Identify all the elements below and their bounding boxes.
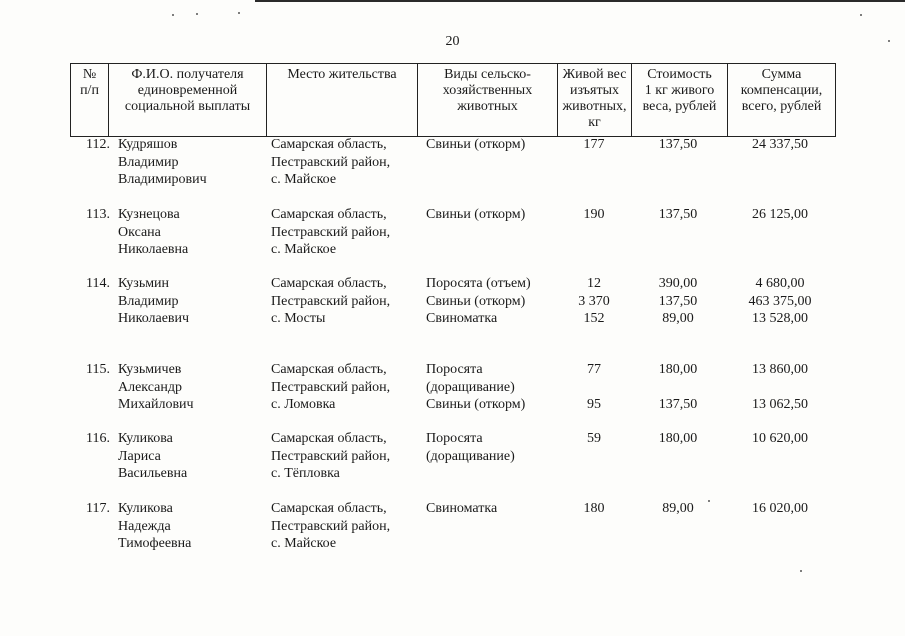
price-value: 137,50 [658, 397, 698, 412]
recipient-name [118, 136, 268, 189]
residence [271, 430, 421, 483]
recipient-name-line: Куликова [118, 501, 173, 516]
animal-kind: Свиньи (откорм) [426, 397, 526, 412]
animal-kind-continued: (доращивание) [426, 448, 515, 464]
recipient-name-line: Кузнецова [118, 207, 180, 222]
residence-line: с. Майское [271, 242, 337, 257]
residence-line: Самарская область, [271, 362, 387, 377]
recipient-name-line: Николаевна [118, 242, 189, 257]
header-cell-weight [557, 64, 631, 136]
scan-speck [238, 12, 240, 14]
weight-value: 3 370 [578, 293, 610, 309]
row-number-text: 115. [86, 362, 110, 377]
residence-line: Самарская область, [271, 207, 387, 222]
price-per-kg [630, 136, 726, 154]
recipient-name-line: Кузьмин [118, 276, 170, 291]
animal-kind-continued: (доращивание) [426, 379, 515, 395]
compensation-sum [726, 206, 834, 224]
live-weight [558, 275, 630, 328]
row-number [70, 206, 110, 224]
header-sum-line-3: всего, рублей [741, 99, 822, 114]
page-number: 20 [445, 34, 460, 49]
animal-kinds [426, 500, 556, 518]
row-number-text: 113. [86, 207, 110, 222]
recipient-name-line: Куликова [118, 431, 173, 446]
scan-border-line [255, 0, 905, 2]
weight-value: 180 [583, 501, 605, 516]
table-header [70, 63, 836, 137]
recipient-name-line: Надежда [118, 518, 171, 534]
header-sum-line-2: компенсации, [740, 83, 823, 98]
weight-value: 77 [587, 362, 601, 377]
recipient-name-line: Владимир [118, 154, 179, 170]
weight-value: 152 [583, 311, 605, 326]
line-gap [726, 379, 834, 397]
animal-kinds [426, 361, 556, 414]
header-price-line-1: Стоимость [647, 67, 712, 82]
residence [271, 206, 421, 259]
recipient-name-line: Оксана [118, 224, 161, 240]
recipient-name [118, 361, 268, 414]
price-per-kg [630, 500, 726, 518]
compensation-sum [726, 361, 834, 414]
price-per-kg [630, 275, 726, 328]
recipient-name-line: Кузьмичев [118, 362, 182, 377]
residence-line: Пестравский район, [271, 448, 391, 464]
header-name-line-3: социальной выплаты [124, 99, 251, 114]
sum-value: 13 062,50 [752, 397, 808, 412]
animal-kind: Свиноматка [426, 501, 498, 516]
header-cell-number [70, 64, 108, 136]
live-weight [558, 500, 630, 518]
residence-line: Пестравский район, [271, 379, 391, 395]
compensation-sum [726, 500, 834, 518]
header-price-line-2: 1 кг живого [644, 83, 715, 98]
recipient-name-line: Васильевна [118, 466, 188, 481]
residence-line: Пестравский район, [271, 224, 391, 240]
residence-line: с. Майское [271, 536, 337, 551]
residence-line: с. Ломовка [271, 397, 336, 412]
price-value: 180,00 [658, 431, 698, 446]
scan-speck [196, 13, 198, 15]
sum-value: 26 125,00 [752, 207, 808, 222]
header-cell-price [631, 64, 727, 136]
header-sum-line-1: Сумма [761, 67, 802, 82]
animal-kind: Свиноматка [426, 311, 498, 326]
live-weight [558, 206, 630, 224]
recipient-name-line: Лариса [118, 448, 161, 464]
animal-kind: Свиньи (откорм) [426, 207, 526, 222]
sum-value: 24 337,50 [752, 137, 808, 152]
header-animals-line-2: хозяйственных [442, 83, 533, 98]
header-animals-line-3: животных [457, 99, 518, 114]
line-gap [558, 448, 630, 466]
price-value: 390,00 [658, 276, 698, 291]
line-gap [630, 379, 726, 397]
price-per-kg [630, 206, 726, 224]
scan-speck [172, 14, 174, 16]
header-cell-sum [727, 64, 836, 136]
row-number-text: 112. [86, 137, 110, 152]
price-value: 89,00 [662, 311, 694, 326]
sum-value: 4 680,00 [755, 276, 805, 291]
row-number [70, 361, 110, 379]
row-number [70, 500, 110, 518]
recipient-name-line: Тимофеевна [118, 536, 192, 551]
residence-line: Пестравский район, [271, 154, 391, 170]
price-value: 89,00 [662, 501, 694, 516]
live-weight [558, 361, 630, 414]
price-per-kg [630, 361, 726, 414]
residence [271, 136, 421, 189]
residence [271, 275, 421, 328]
residence-line: Пестравский район, [271, 518, 391, 534]
row-number [70, 275, 110, 293]
compensation-sum [726, 430, 834, 465]
animal-kinds [426, 275, 556, 328]
header-cell-name [108, 64, 266, 136]
header-price-line-3: веса, рублей [642, 99, 717, 114]
header-cell-address [266, 64, 417, 136]
animal-kinds [426, 136, 556, 154]
animal-kind: Поросята (отъем) [426, 276, 531, 291]
compensation-sum [726, 136, 834, 154]
residence-line: с. Майское [271, 172, 337, 187]
residence-line: с. Мосты [271, 311, 326, 326]
header-cell-animals [417, 64, 557, 136]
animal-kind: Поросята [426, 431, 483, 446]
scan-speck [800, 570, 802, 572]
header-animals-line-1: Виды сельско- [444, 67, 531, 82]
line-gap [558, 379, 630, 397]
price-value: 180,00 [658, 362, 698, 377]
row-number [70, 430, 110, 448]
header-weight-line-3: животных, [562, 99, 627, 114]
weight-value: 190 [583, 207, 605, 222]
price-value: 137,50 [658, 137, 698, 152]
recipient-name [118, 275, 268, 328]
recipient-name-line: Михайлович [118, 397, 194, 412]
line-gap [630, 448, 726, 466]
compensation-sum [726, 275, 834, 328]
price-per-kg [630, 430, 726, 465]
header-name-line-2: единовременной [137, 83, 238, 98]
residence [271, 500, 421, 553]
row-number-text: 116. [86, 431, 110, 446]
sum-value: 16 020,00 [752, 501, 808, 516]
line-gap [726, 448, 834, 466]
price-value: 137,50 [658, 207, 698, 222]
row-number-text: 117. [86, 501, 110, 516]
animal-kind: Свиньи (откорм) [426, 293, 526, 309]
sum-value: 10 620,00 [752, 431, 808, 446]
weight-value: 177 [583, 137, 605, 152]
recipient-name-line: Николаевич [118, 311, 190, 326]
weight-value: 12 [587, 276, 601, 291]
recipient-name-line: Владимирович [118, 172, 207, 187]
header-weight-line-2: изъятых [570, 83, 619, 98]
live-weight [558, 136, 630, 154]
animal-kind: Свиньи (откорм) [426, 137, 526, 152]
header-number-line-1: № [82, 67, 97, 82]
animal-kind: Поросята [426, 362, 483, 377]
header-address-label: Место жительства [287, 67, 397, 82]
recipient-name-line: Кудряшов [118, 137, 178, 152]
residence-line: Пестравский район, [271, 293, 391, 309]
row-number-text: 114. [86, 276, 110, 291]
sum-value: 13 860,00 [752, 362, 808, 377]
row-number [70, 136, 110, 154]
sum-value: 13 528,00 [752, 311, 808, 326]
header-number-line-2: п/п [80, 83, 99, 98]
recipient-name-line: Александр [118, 379, 182, 395]
residence-line: с. Тёпловка [271, 466, 340, 481]
recipient-name [118, 206, 268, 259]
header-name-line-1: Ф.И.О. получателя [131, 67, 244, 82]
weight-value: 59 [587, 431, 601, 446]
residence-line: Самарская область, [271, 431, 387, 446]
recipient-name [118, 430, 268, 483]
scan-speck [860, 14, 862, 16]
live-weight [558, 430, 630, 465]
header-weight-line-1: Живой вес [562, 67, 627, 82]
residence-line: Самарская область, [271, 137, 387, 152]
residence [271, 361, 421, 414]
sum-value: 463 375,00 [748, 293, 812, 309]
weight-value: 95 [587, 397, 601, 412]
residence-line: Самарская область, [271, 501, 387, 516]
animal-kinds [426, 430, 556, 465]
price-value: 137,50 [658, 293, 698, 309]
header-weight-line-4: кг [588, 115, 601, 130]
recipient-name [118, 500, 268, 553]
residence-line: Самарская область, [271, 276, 387, 291]
recipient-name-line: Владимир [118, 293, 179, 309]
animal-kinds [426, 206, 556, 224]
